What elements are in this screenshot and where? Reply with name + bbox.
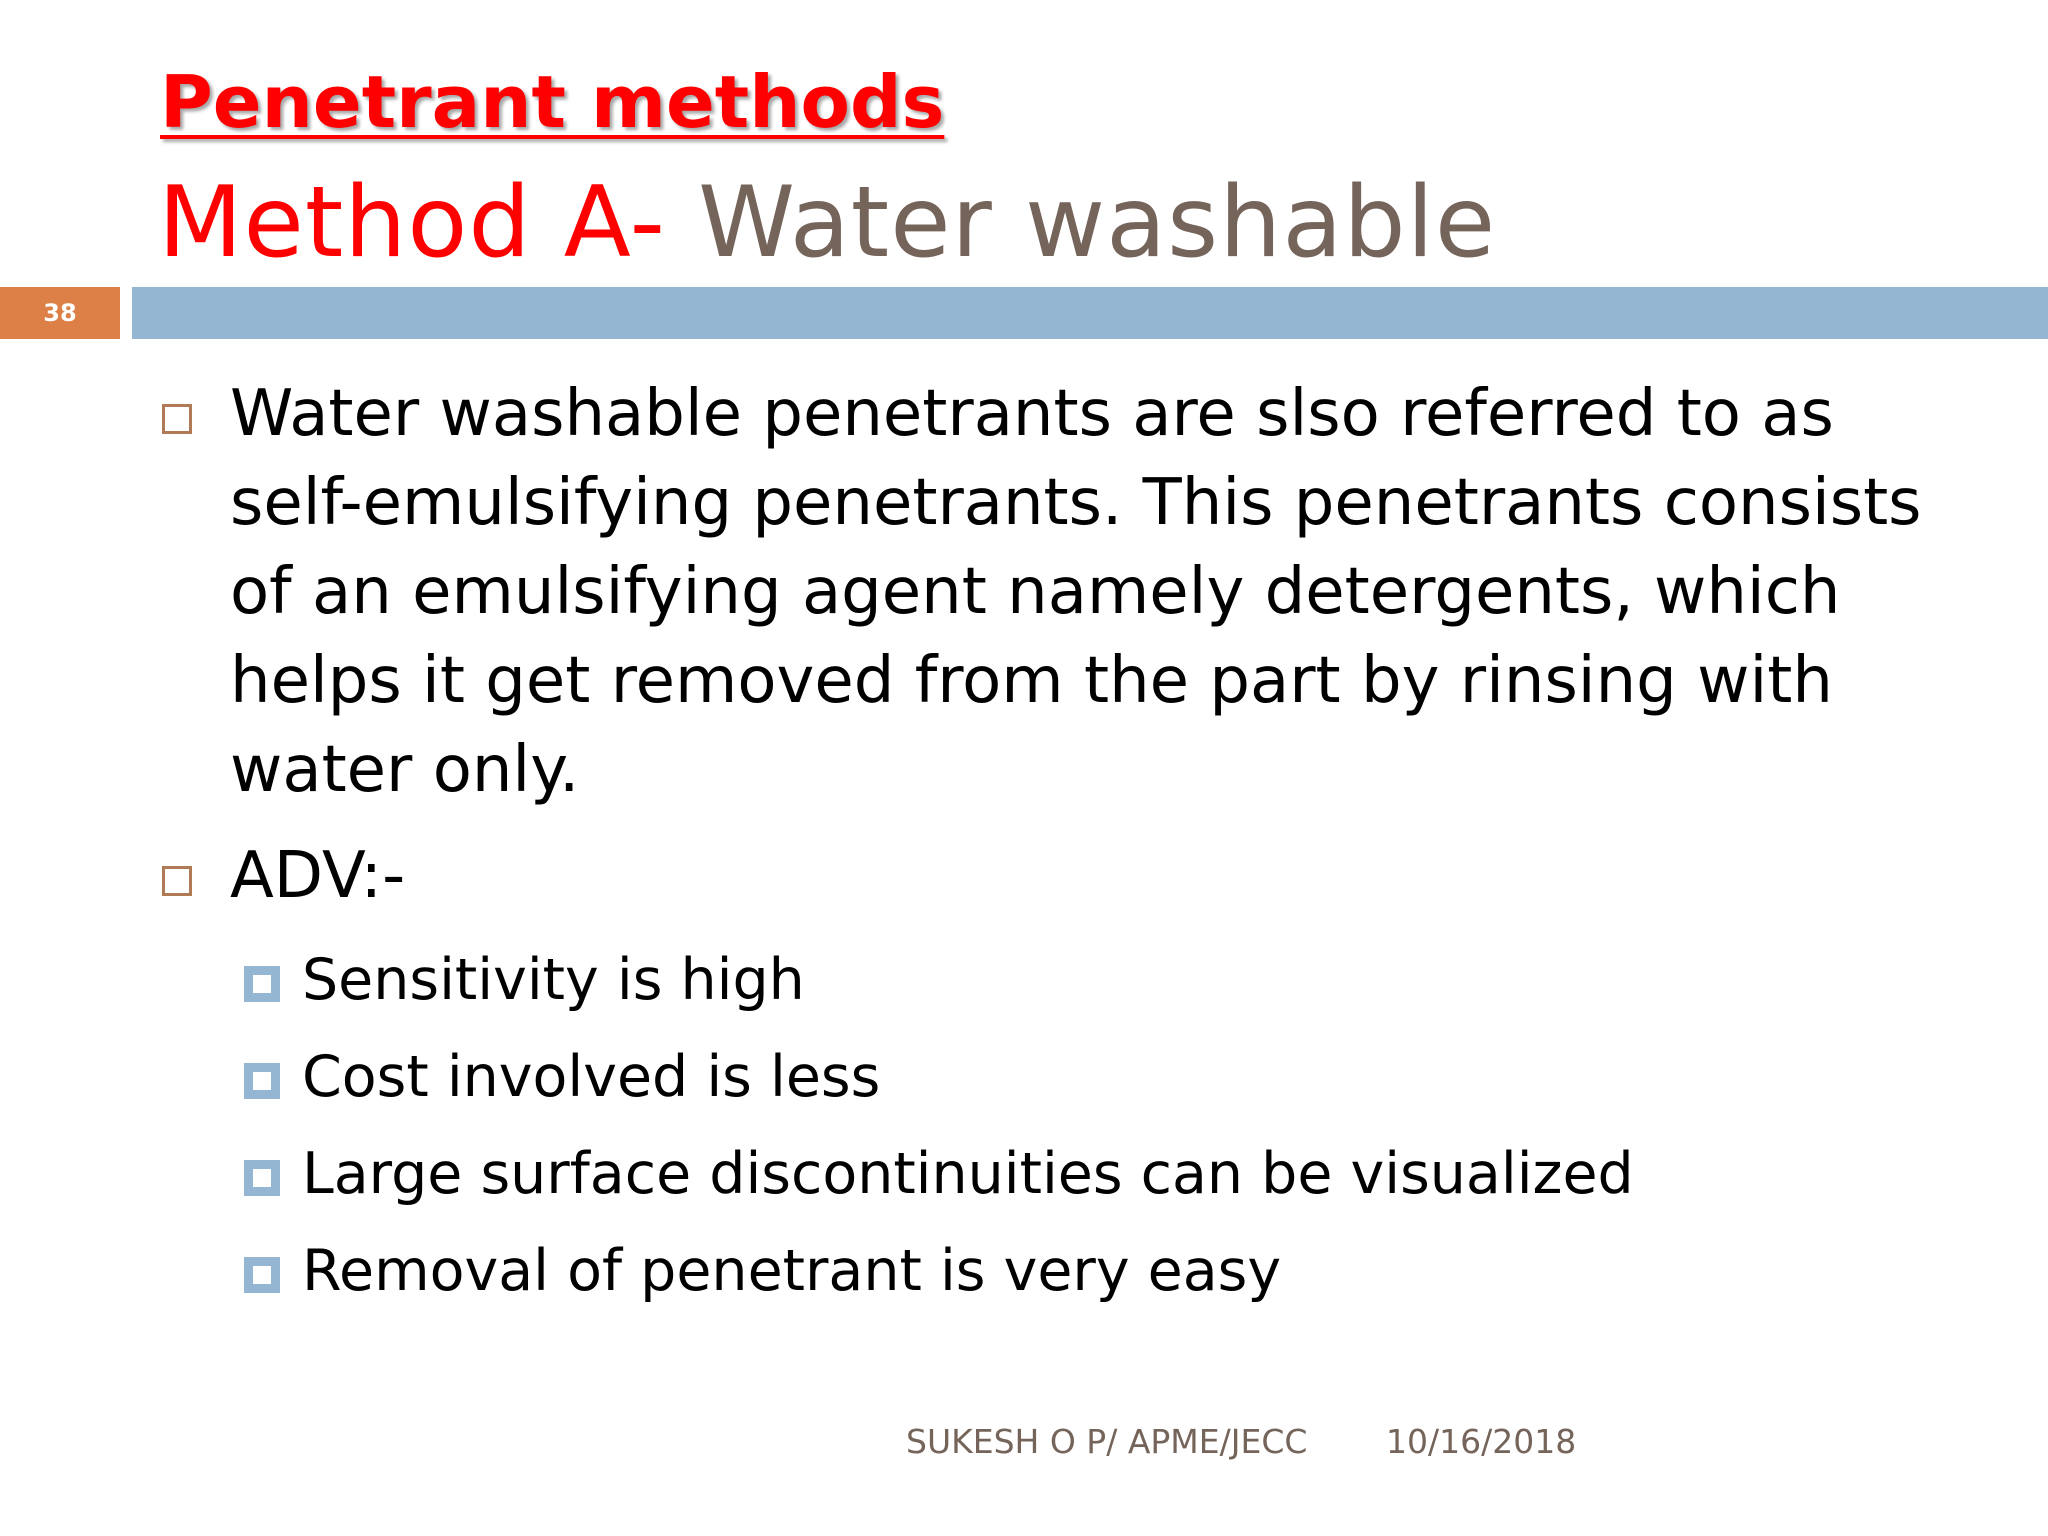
filled-square-bullet-icon — [244, 1160, 280, 1196]
square-bullet-icon — [162, 404, 192, 434]
slide-heading: Penetrant methods — [160, 60, 945, 144]
sub-list-item — [302, 1126, 2002, 1222]
sub-bullet-text: Large surface discontinuities can be visualized — [302, 1141, 1634, 1207]
title-accent-bar — [132, 287, 2048, 339]
list-item — [230, 832, 1930, 921]
sub-bullet-text: Cost involved is less — [302, 1044, 881, 1110]
slide-number-badge: 38 — [0, 287, 120, 339]
list-item — [230, 370, 1930, 815]
square-bullet-icon — [162, 866, 192, 896]
sub-list-item — [302, 1223, 2002, 1319]
filled-square-bullet-icon — [244, 1257, 280, 1293]
slide-title-method: Method A- — [158, 166, 699, 280]
sub-list-item — [302, 1029, 2002, 1125]
bullet-text: ADV:- — [230, 839, 406, 913]
filled-square-bullet-icon — [244, 1063, 280, 1099]
slide-title — [158, 168, 1496, 278]
footer-author: SUKESH O P/ APME/JECC — [906, 1422, 1308, 1461]
slide-title-topic: Water washable — [698, 166, 1497, 280]
sub-bullet-text: Sensitivity is high — [302, 947, 805, 1013]
sub-bullet-text: Removal of penetrant is very easy — [302, 1238, 1282, 1304]
bullet-text: Water washable penetrants are slso referred to as self-emulsifying penetrants. This penetrants consists of an emulsifying agent namely detergents, which helps it get removed from the part by rinsing with water only. — [230, 377, 1922, 807]
footer-date: 10/16/2018 — [1386, 1422, 1577, 1461]
sub-list-item — [302, 932, 2002, 1028]
filled-square-bullet-icon — [244, 966, 280, 1002]
